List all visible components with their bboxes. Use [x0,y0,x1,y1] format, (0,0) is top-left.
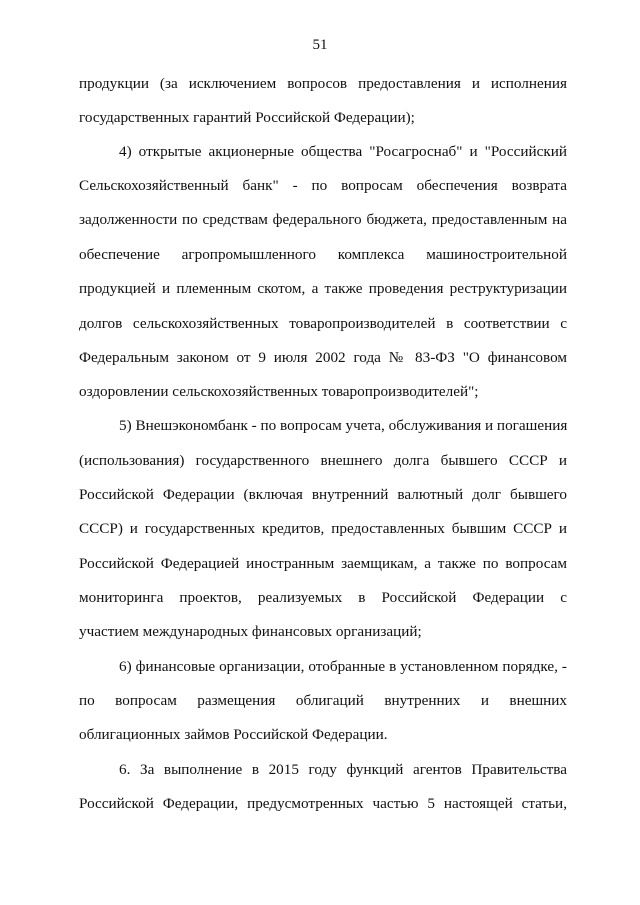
text-line: 4) открытые акционерные общества "Росагроснаб" и "Российский [119,143,567,160]
text-line: Российской Федерации (включая внутренний валютный долг бывшего [79,486,567,503]
text-line: Федеральным законом от 9 июля 2002 года № 83-ФЗ "О финансовом [79,349,567,366]
text-line: Российской Федерацией иностранным заемщикам, а также по вопросам [79,555,567,572]
text-line: участием международных финансовых организаций; [79,623,422,640]
text-line: 6. За выполнение в 2015 году функций агентов Правительства [119,761,567,778]
text-line: оздоровлении сельскохозяйственных товаропроизводителей"; [79,383,479,400]
text-line: продукцией и племенным скотом, а также проведения реструктуризации [79,280,567,297]
text-line: 6) финансовые организации, отобранные в установленном порядке, - [119,658,567,675]
text-line: 5) Внешэкономбанк - по вопросам учета, обслуживания и погашения [119,417,567,434]
text-line: по вопросам размещения облигаций внутренних и внешних [79,692,567,709]
text-line: долгов сельскохозяйственных товаропроизводителей в соответствии с [79,315,567,332]
text-line: задолженности по средствам федерального бюджета, предоставленным на [79,211,567,228]
text-line: облигационных займов Российской Федерации. [79,726,388,743]
text-line: (использования) государственного внешнего долга бывшего СССР и [79,452,567,469]
text-line: СССР) и государственных кредитов, предоставленных бывшим СССР и [79,520,567,537]
text-line: Сельскохозяйственный банк" - по вопросам обеспечения возврата [79,177,567,194]
text-line: государственных гарантий Российской Федерации); [79,109,415,126]
text-line: Российской Федерации, предусмотренных частью 5 настоящей статьи, [79,795,567,812]
text-line: мониторинга проектов, реализуемых в Российской Федерации с [79,589,567,606]
page-number: 51 [312,37,328,53]
text-line: обеспечение агропромышленного комплекса машиностроительной [79,246,567,263]
text-line: продукции (за исключением вопросов предоставления и исполнения [79,75,567,92]
